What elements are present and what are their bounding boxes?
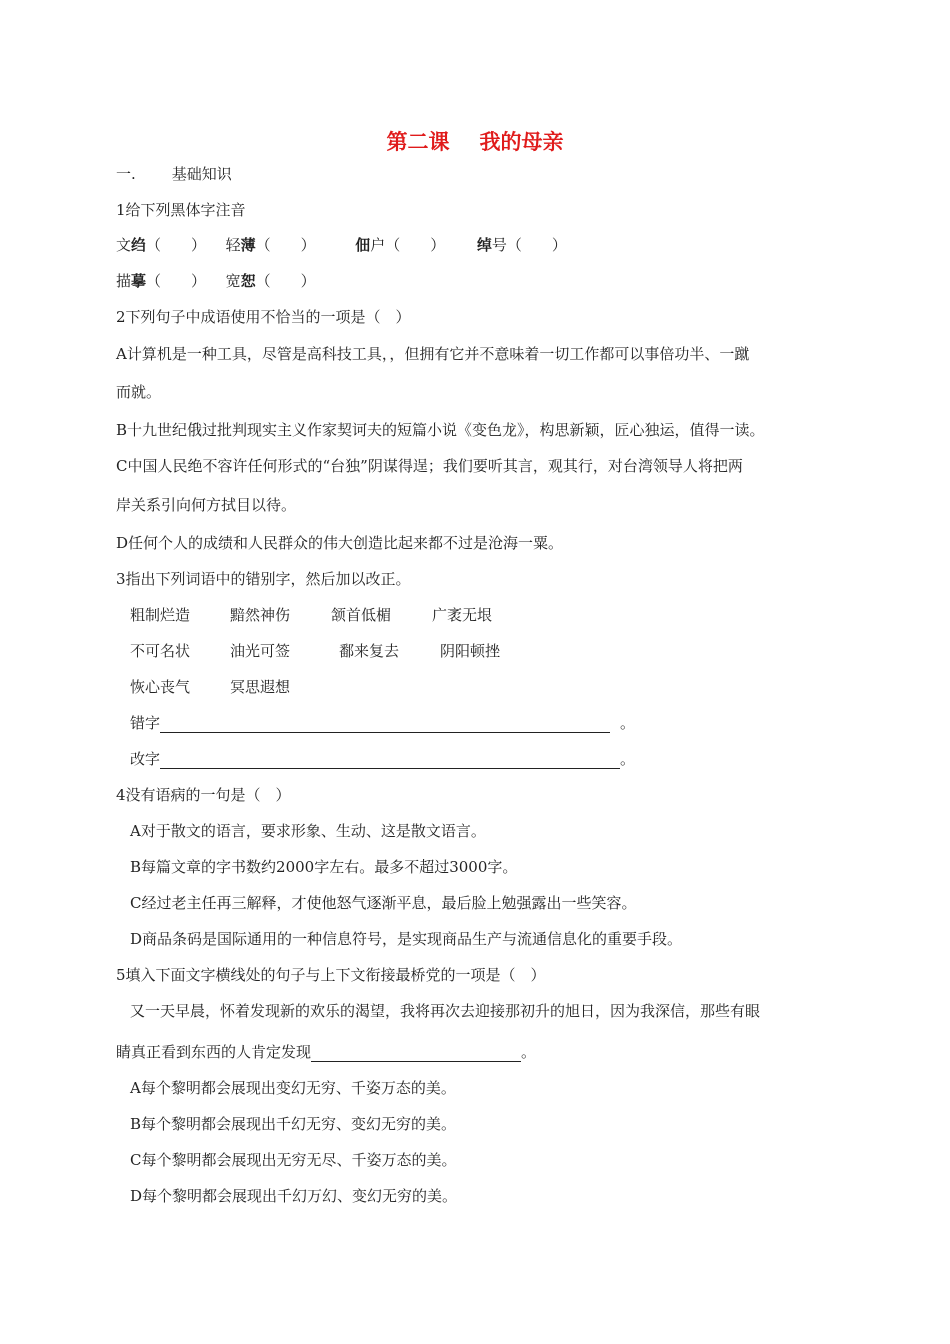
- q5-option-a: A每个黎明都会展现出变幻无穷、千姿万态的美。: [130, 1079, 456, 1097]
- word-item: 阴阳顿挫: [440, 642, 501, 660]
- q3-prompt: 3指出下列词语中的错别字，然后加以改正。: [116, 570, 411, 588]
- wrong-label: 错字: [130, 714, 161, 732]
- q2-option-c: C中国人民绝不容许任何形式的“台独”阴谋得逞；我们要听其言，观其行，对台湾领导人将把两: [116, 457, 743, 475]
- q1-item: 轻薄（ ）: [225, 236, 316, 254]
- q2-option-c-cont: 岸关系引向何方拭目以待。: [116, 496, 297, 514]
- q4-option-c: C经过老主任再三解释，才使他怒气逐渐平息，最后脸上勉强露出一些笑容。: [130, 894, 637, 912]
- q4-option-a: A对于散文的语言，要求形象、生动、这是散文语言。: [130, 822, 486, 840]
- word-item: 不可名状: [130, 642, 191, 660]
- q5-option-b: B每个黎明都会展现出千幻无穷、变幻无穷的美。: [130, 1115, 457, 1133]
- q1-item: 绰号（ ）: [476, 236, 567, 254]
- word-item: 冥思遐想: [230, 678, 291, 696]
- word-item: 恢心丧气: [130, 678, 191, 696]
- title-part1: 第二课: [386, 130, 450, 154]
- section-heading: [116, 164, 232, 184]
- q5-prompt: 5填入下面文字横线处的句子与上下文衔接最桥党的一项是（ ）: [116, 966, 546, 984]
- word-item: 鄱来复去: [339, 642, 400, 660]
- q2-option-a-cont: 而就。: [116, 383, 162, 401]
- q4-option-d: D商品条码是国际通用的一种信息符号，是实现商品生产与流通信息化的重要手段。: [130, 930, 683, 948]
- q2-option-a: A计算机是一种工具，尽管是高科技工具，，但拥有它并不意味着一切工作都可以事倍功半、一蹴: [116, 345, 750, 363]
- q1-item: 文绉（ ）: [116, 236, 207, 254]
- word-item: 油光可签: [230, 642, 291, 660]
- q3-fix-row: 改字 。: [130, 750, 636, 768]
- q1-item: 宽恕（ ）: [225, 272, 316, 290]
- q5-option-d: D每个黎明都会展现出千幻万幻、变幻无穷的美。: [130, 1187, 458, 1205]
- page-title: [0, 126, 950, 156]
- q3-words-row2: [130, 641, 500, 661]
- wrong-answer-blank[interactable]: [160, 716, 610, 733]
- q1-item: 佃户（ ）: [355, 236, 446, 254]
- q1-row1: [116, 235, 567, 255]
- q5-passage: 又一天早晨，怀着发现新的欢乐的渴望，我将再次去迎接那初升的旭日，因为我深信，那些有眼: [130, 1002, 761, 1020]
- q4-prompt: 4没有语病的一句是（ ）: [116, 786, 291, 804]
- word-item: 粗制烂造: [130, 606, 191, 624]
- q1-item: 描摹（ ）: [116, 272, 207, 290]
- word-item: 颔首低楣: [331, 606, 392, 624]
- fix-label: 改字: [130, 750, 161, 768]
- q2-option-d: D任何个人的成绩和人民群众的伟大创造比起来都不过是沧海一粟。: [116, 534, 564, 552]
- q3-words-row1: [130, 605, 492, 625]
- section-number: 一.: [116, 165, 136, 183]
- q4-option-b: B每篇文章的字书数约2000字左右。最多不超过3000字。: [130, 858, 518, 876]
- q1-row2: [116, 271, 316, 291]
- word-item: 广袤无垠: [432, 606, 493, 624]
- q3-words-row3: [130, 677, 290, 697]
- q1-prompt: 1给下列黑体字注音: [116, 201, 246, 219]
- section-title: 基础知识: [171, 165, 232, 183]
- q5-passage-cont: 睛真正看到东西的人肯定发现 。: [116, 1043, 537, 1061]
- q5-answer-blank[interactable]: [311, 1045, 521, 1062]
- q3-wrong-row: 错字 。: [130, 714, 636, 732]
- q5-option-c: C每个黎明都会展现出无穷无尽、千姿万态的美。: [130, 1151, 457, 1169]
- word-item: 黯然神伤: [230, 606, 291, 624]
- q2-prompt: 2下列句子中成语使用不恰当的一项是（ ）: [116, 308, 411, 326]
- title-part2: 我的母亲: [479, 130, 564, 154]
- q2-option-b: B十九世纪俄过批判现实主义作家契诃夫的短篇小说《变色龙》，构思新颖，匠心独运，值得一读。: [116, 421, 765, 439]
- fix-answer-blank[interactable]: [160, 752, 620, 769]
